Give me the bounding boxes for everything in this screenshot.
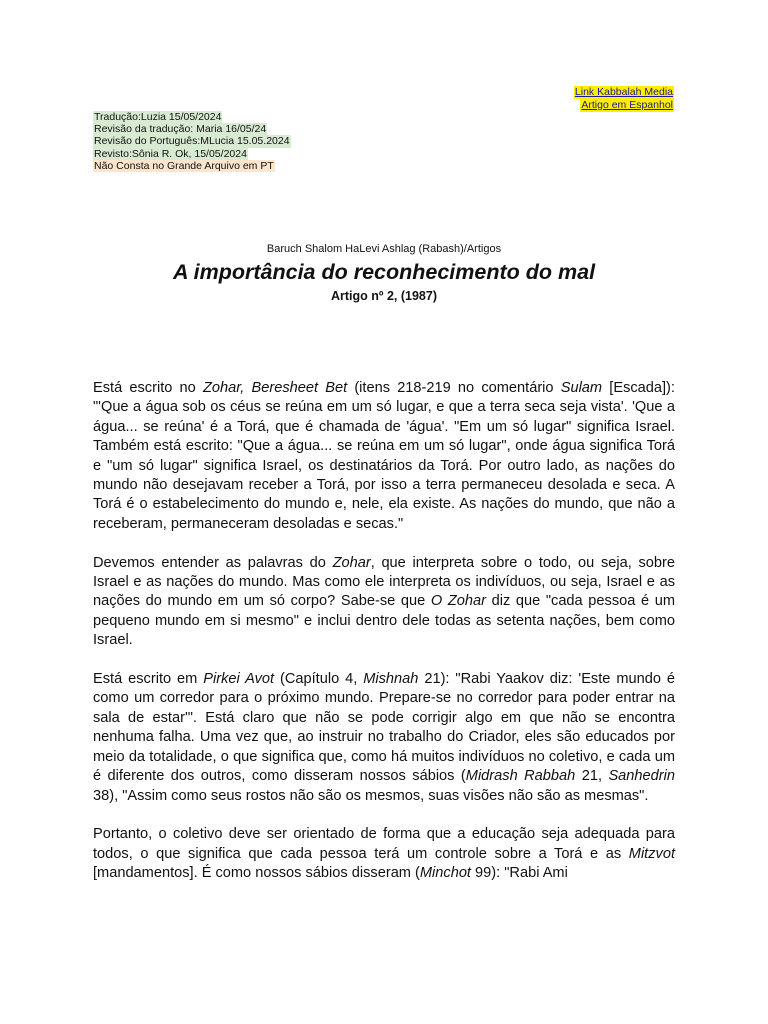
external-links [574, 86, 674, 112]
archive-note: Não Consta no Grande Arquivo em PT [94, 159, 274, 172]
page-title: A importância do reconhecimento do mal [172, 260, 596, 284]
italic-term: O Zohar [430, 593, 486, 610]
revision-status [93, 111, 291, 172]
spanish-article-link[interactable]: Artigo em Espanhol [581, 99, 673, 111]
italic-term: Midrash Rabbah [465, 768, 576, 785]
translation-status: Tradução:Luzia 15/05/2024 [94, 111, 222, 123]
article-number: Artigo nº 2, (1987) [331, 289, 437, 303]
italic-term: Sanhedrin [608, 768, 675, 785]
kabbalah-media-link[interactable]: Link Kabbalah Media [574, 86, 673, 98]
italic-term: Sulam [560, 380, 603, 396]
author-line: Baruch Shalom HaLevi Ashlag (Rabash)/Artigos [266, 243, 502, 255]
italic-term: Zohar [332, 554, 371, 571]
paragraph-4: Portanto, o coletivo deve ser orientado de forma que a educação seja adequada para todos, o que significa que cada pessoa terá um controle sobre a Torá e as Mitzvot [mandamentos]. É como nossos sábios disseram (Minchot 99): "Rabi Ami [93, 826, 675, 882]
reviewed-status: Revisto:Sônia R. Ok, 15/05/2024 [94, 147, 247, 160]
italic-term: Zohar, Beresheet Bet [202, 380, 348, 396]
italic-term: Mishnah [363, 671, 419, 688]
paragraph-2: Devemos entender as palavras do Zohar, que interpreta sobre o todo, ou seja, sobre Israel e as nações do mundo. Mas como ele interpreta os indivíduos, ou seja, Israel e as nações do mundo em um só corpo? Sabe-se que O Zohar diz que "cada pessoa é um pequeno mundo em si mesmo" e inclui dentro dele todas as setenta nações, bem como Israel. [93, 554, 675, 649]
italic-term: Mitzvot [628, 845, 675, 862]
translation-review-status: Revisão da tradução: Maria 16/05/24 [94, 123, 267, 136]
article-header [93, 242, 675, 304]
paragraph-1: Está escrito no Zohar, Beresheet Bet (itens 218-219 no comentário Sulam [Escada]): "'Que a água sob os céus se reúna em um só lugar, e que a terra seca seja vista'. 'Que a água... se reúna' é a Torá, que é chamada de 'água'. "Em um só lugar" significa Israel. Também está escrito: "Que a água... se reúna em um só lugar", onde água significa Torá e "um só lugar" significa Israel, os destinatários da Torá. Por outro lado, as nações do mundo não desejavam receber a Torá, por isso a terra permaneceu desolada e seca. A Torá é o estabelecimento do mundo e, nele, ela existe. As nações do mundo, que não a receberam, permaneceram desoladas e secas." [93, 380, 675, 532]
portuguese-review-status: Revisão do Português:MLucia 15.05.2024 [94, 135, 290, 148]
paragraph-3: Está escrito em Pirkei Avot (Capítulo 4, Mishnah 21): "Rabi Yaakov diz: 'Este mundo é como um corredor para o próximo mundo. Prepare-se no corredor para poder entrar na sala de estar'". Está claro que não se pode corrigir algo em que não se encontra nenhuma falha. Uma vez que, ao instruir no trabalho do Criador, eles são educados por meio da totalidade, o que significa que, como há muitos indivíduos no coletivo, e cada um é diferente dos outros, como disseram nossos sábios (Midrash Rabbah 21, Sanhedrin 38), "Assim como seus rostos não são os mesmos, suas visões não são as mesmas". [93, 671, 675, 804]
article-body [93, 379, 675, 884]
italic-term: Minchot [419, 865, 471, 882]
italic-term: Pirkei Avot [203, 671, 275, 688]
